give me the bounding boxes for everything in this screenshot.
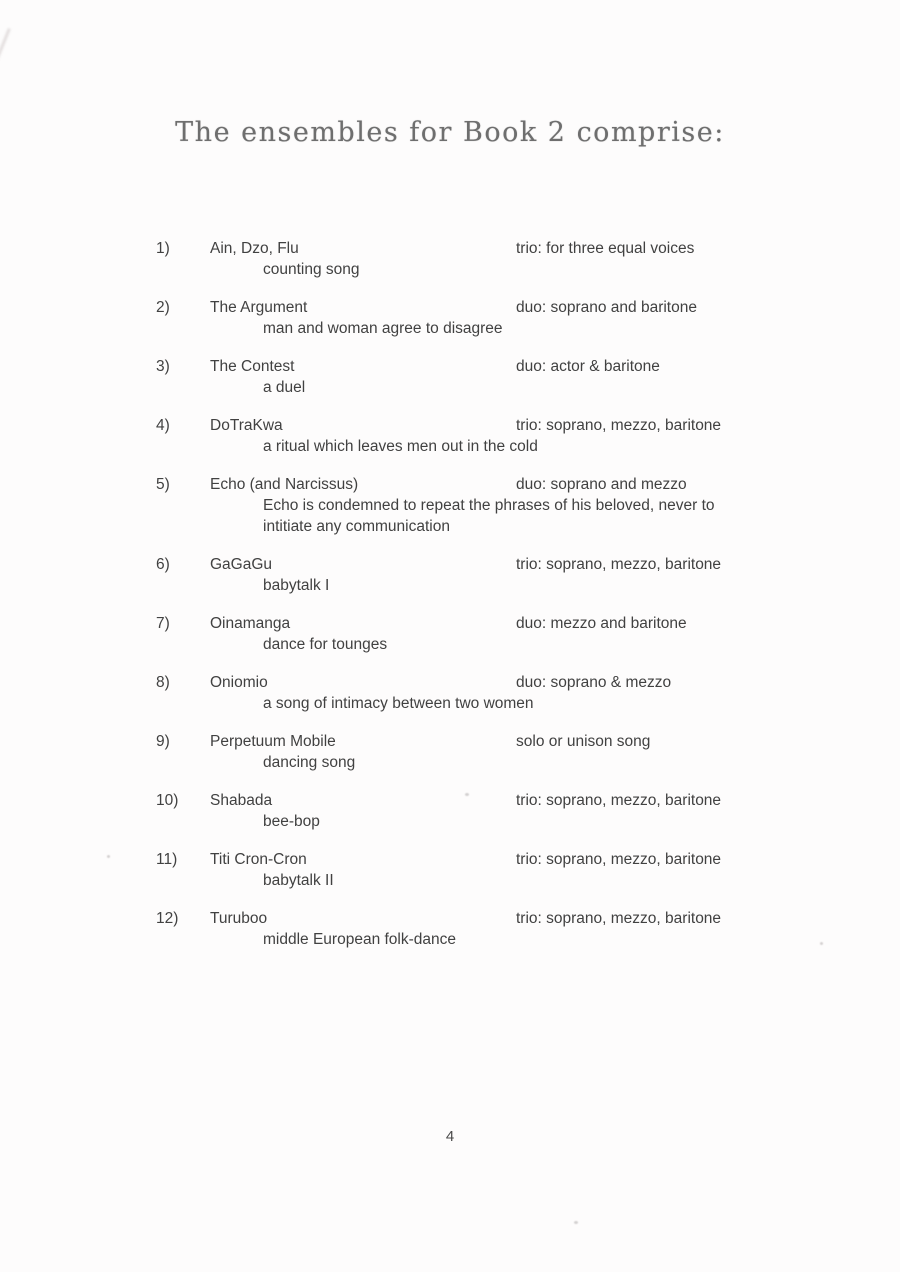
ensemble-list [156,238,860,950]
item-number: 5) [156,476,170,493]
piece-title: Echo (and Narcissus) [210,476,359,493]
list-item [156,474,860,537]
list-item [156,238,860,280]
item-number: 10) [156,792,179,809]
piece-title: Shabada [210,792,273,809]
list-item [156,731,860,773]
piece-description: counting song [263,261,360,278]
piece-description: a duel [263,379,306,396]
item-number: 8) [156,674,170,691]
page-title: The ensembles for Book 2 comprise: [175,117,725,148]
scan-artifact-speck [574,1221,578,1224]
list-item [156,297,860,339]
list-item [156,849,860,891]
piece-description: dance for tounges [263,636,388,653]
piece-voicing: duo: mezzo and baritone [516,615,687,632]
piece-title: The Contest [210,358,295,375]
item-number: 1) [156,240,170,257]
piece-title: GaGaGu [210,556,273,573]
list-item [156,908,860,950]
piece-description: man and woman agree to disagree [263,320,503,337]
piece-voicing: duo: actor & baritone [516,358,660,375]
list-item [156,790,860,832]
piece-voicing: trio: soprano, mezzo, baritone [516,910,722,927]
item-number: 12) [156,910,179,927]
page-number: 4 [445,1128,455,1145]
item-number: 9) [156,733,170,750]
piece-description: Echo is condemned to repeat the phrases of his beloved, never to intitiate any communication [263,497,715,535]
piece-title: DoTraKwa [210,417,283,434]
list-item [156,613,860,655]
piece-voicing: duo: soprano & mezzo [516,674,672,691]
item-number: 6) [156,556,170,573]
piece-voicing: solo or unison song [516,733,651,750]
piece-title: Ain, Dzo, Flu [210,240,299,257]
piece-title: Perpetuum Mobile [210,733,336,750]
piece-voicing: trio: soprano, mezzo, baritone [516,556,722,573]
list-item [156,356,860,398]
scan-artifact-speck [107,855,110,858]
list-item [156,554,860,596]
piece-description: babytalk II [263,872,334,889]
item-number: 3) [156,358,170,375]
piece-description: a ritual which leaves men out in the cold [263,438,538,455]
piece-description: babytalk I [263,577,330,594]
item-number: 2) [156,299,170,316]
piece-voicing: trio: soprano, mezzo, baritone [516,417,722,434]
piece-voicing: trio: for three equal voices [516,240,695,257]
piece-description: bee-bop [263,813,320,830]
piece-title: Oinamanga [210,615,291,632]
piece-description: a song of intimacy between two women [263,695,534,712]
item-number: 11) [156,851,178,868]
piece-title: Titi Cron-Cron [210,851,307,868]
piece-voicing: duo: soprano and mezzo [516,476,687,493]
item-number: 7) [156,615,170,632]
item-number: 4) [156,417,170,434]
piece-voicing: trio: soprano, mezzo, baritone [516,851,722,868]
piece-title: Turuboo [210,910,268,927]
piece-title: The Argument [210,299,308,316]
list-item [156,415,860,457]
piece-title: Oniomio [210,674,268,691]
piece-voicing: duo: soprano and baritone [516,299,697,316]
piece-description: middle European folk-dance [263,931,457,948]
piece-description: dancing song [263,754,356,771]
piece-voicing: trio: soprano, mezzo, baritone [516,792,722,809]
list-item [156,672,860,714]
